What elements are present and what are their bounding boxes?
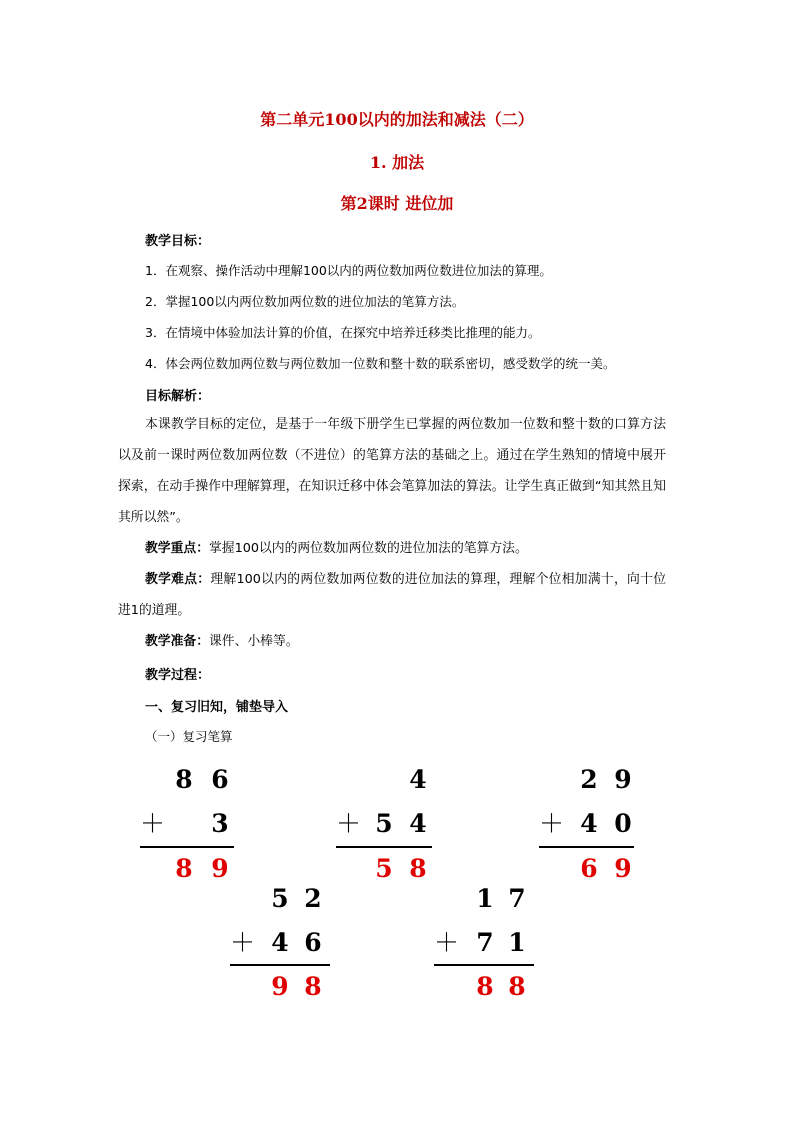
top-ones: 6 [211, 765, 229, 794]
analysis-paragraph: 本课教学目标的定位，是基于一年级下册学生已掌握的两位数加一位数和整十数的口算方法以及前一课时两位数加两位数（不进位）的笔算方法的基础之上。通过在学生熟知的情境中展开探索，在动手操作中理解算理，在知识迁移中体会笔算加法的算法。让学生真正做到“知其然且知其所以然”。 [118, 417, 666, 525]
unit-title: 第二单元100以内的加法和减法（二） [260, 110, 534, 129]
top-tens: 1 [476, 884, 494, 913]
top-ones: 2 [304, 884, 322, 913]
key-point-text: 掌握100以内的两位数加两位数的进位加法的笔算方法。 [208, 541, 528, 556]
top-tens: 2 [580, 765, 598, 794]
answer-ones: 8 [508, 972, 526, 1001]
key-point-label: 教学重点： [145, 541, 209, 556]
addition-problem-3 [539, 762, 639, 892]
bottom-ones: 3 [211, 809, 229, 838]
addition-problem-4 [230, 881, 330, 1011]
bottom-ones: 1 [508, 928, 526, 957]
plus-sign: ＋ [230, 928, 256, 957]
bottom-tens: 4 [580, 809, 598, 838]
answer-tens: 8 [175, 854, 193, 883]
goal-item: 4．体会两位数加两位数与两位数加一位数和整十数的联系密切，感受数学的统一美。 [145, 356, 616, 371]
lesson-title: 第2课时 进位加 [340, 194, 454, 213]
addition-problem-5 [434, 881, 534, 1011]
answer-tens: 8 [476, 972, 494, 1001]
goal-item: 2．掌握100以内两位数加两位数的进位加法的笔算方法。 [145, 294, 465, 309]
plus-sign: ＋ [140, 809, 166, 838]
answer-ones: 9 [211, 854, 229, 883]
bottom-ones: 4 [409, 809, 427, 838]
process-heading: 教学过程： [145, 668, 211, 683]
sum-line [230, 964, 330, 966]
plus-sign: ＋ [539, 809, 565, 838]
section-title: 1. 加法 [369, 153, 425, 172]
answer-tens: 6 [580, 854, 598, 883]
addition-problem-2 [336, 762, 436, 892]
difficulty [118, 564, 666, 626]
addition-problem-1 [140, 762, 240, 892]
process-step-1-sub: （一）复习笔算 [145, 729, 233, 744]
top-ones: 7 [508, 884, 526, 913]
bottom-tens: 5 [375, 809, 393, 838]
sum-line [140, 846, 234, 848]
answer-tens: 5 [375, 854, 393, 883]
difficulty-label: 教学难点： [145, 572, 211, 587]
bottom-tens: 4 [271, 928, 289, 957]
top-ones: 9 [614, 765, 632, 794]
difficulty-text: 理解100以内的两位数加两位数的进位加法的算理，理解个位相加满十，向十位进1的道理。 [118, 572, 666, 618]
preparation [118, 626, 666, 657]
plus-sign: ＋ [336, 809, 362, 838]
sum-line [539, 846, 634, 848]
answer-ones: 8 [304, 972, 322, 1001]
process-step-1: 一、复习旧知，铺垫导入 [145, 700, 289, 715]
analysis-heading: 目标解析： [145, 389, 211, 404]
bottom-ones: 0 [614, 809, 632, 838]
key-point [118, 533, 666, 564]
answer-ones: 9 [614, 854, 632, 883]
answer-ones: 8 [409, 854, 427, 883]
bottom-tens: 7 [476, 928, 494, 957]
goal-item: 3．在情境中体验加法计算的价值，在探究中培养迁移类比推理的能力。 [145, 325, 541, 340]
sum-line [434, 964, 534, 966]
plus-sign: ＋ [434, 928, 460, 957]
goal-item: 1．在观察、操作活动中理解100以内的两位数加两位数进位加法的算理。 [145, 263, 552, 278]
bottom-ones: 6 [304, 928, 322, 957]
preparation-label: 教学准备： [145, 634, 209, 649]
goals-heading: 教学目标： [145, 234, 211, 249]
top-tens: 8 [175, 765, 193, 794]
top-tens: 5 [271, 884, 289, 913]
top-ones: 4 [409, 765, 427, 794]
sum-line [336, 846, 432, 848]
preparation-text: 课件、小棒等。 [208, 634, 299, 649]
answer-tens: 9 [271, 972, 289, 1001]
